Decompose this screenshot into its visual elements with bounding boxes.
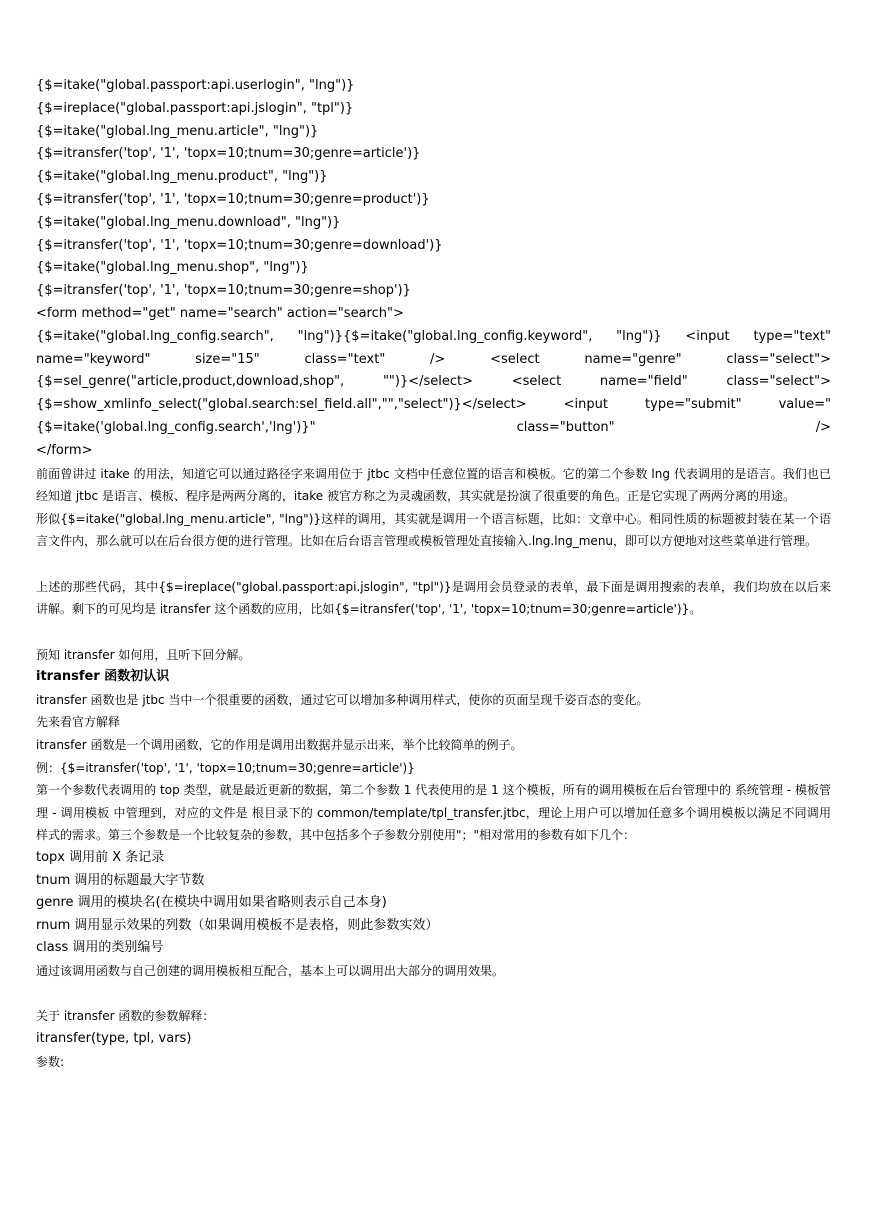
paragraph-example: 例：{$=itransfer('top', '1', 'topx=10;tnum=30;genre=article')} bbox=[36, 760, 415, 775]
paragraph-itransfer-def: itransfer 函数是一个调用函数，它的作用是调用出数据并显示出来，举个比较简单的例子。 bbox=[36, 738, 523, 753]
param-item-class: class 调用的类别编号 bbox=[36, 940, 164, 956]
code-line: {$=itransfer('top', '1', 'topx=10;tnum=30;genre=product')} bbox=[36, 191, 430, 207]
paragraph-params-about: 关于 itransfer 函数的参数解释： bbox=[36, 1009, 215, 1024]
blank-line bbox=[36, 553, 831, 576]
paragraph-itransfer-intro: itransfer 函数也是 jtbc 当中一个很重要的函数，通过它可以增加多种调用样式，使你的页面呈现千姿百态的变化。 bbox=[36, 692, 649, 707]
code-line: {$=itake("global.lng_menu.shop", "lng")} bbox=[36, 260, 309, 276]
code-line: {$=itransfer('top', '1', 'topx=10;tnum=30;genre=shop')} bbox=[36, 283, 411, 299]
param-item-rnum: rnum 调用显示效果的列数（如果调用模板不是表格，则此参数实效） bbox=[36, 917, 439, 933]
form-close-line: </form> bbox=[36, 442, 93, 458]
document-page bbox=[36, 75, 831, 1073]
code-line: {$=itransfer('top', '1', 'topx=10;tnum=30;genre=article')} bbox=[36, 146, 421, 162]
paragraph-official: 先来看官方解释 bbox=[36, 715, 121, 730]
form-code-block: {$=itake("global.lng_config.search", "lng")}{$=itake("global.lng_config.keyword", "lng")} <input type="text" name="keyword" size="15" class="text" /> <select name="genre" class="select">{$=sel_genre("article,product,download,shop", "")}</select> <select name="field" class="select">{$=show_xmlinfo_select("global.search:sel_field.all","","select")}</select> <input type="submit" value="{$=itake('global.lng_config.search','lng')}" class="button" /> bbox=[36, 328, 831, 435]
params-label: 参数: bbox=[36, 1054, 65, 1069]
section-heading: itransfer 函数初认识 bbox=[36, 669, 170, 685]
param-item-tnum: tnum 调用的标题最大字节数 bbox=[36, 872, 205, 888]
code-line: {$=itransfer('top', '1', 'topx=10;tnum=30;genre=download')} bbox=[36, 237, 443, 253]
param-item-topx: topx 调用前 X 条记录 bbox=[36, 850, 165, 866]
code-line: {$=itake("global.lng_menu.product", "lng")} bbox=[36, 169, 328, 185]
blank-line bbox=[36, 983, 831, 1006]
param-item-genre: genre 调用的模块名(在模块中调用如果省略则表示自己本身) bbox=[36, 895, 387, 911]
paragraph-param-explanation: 第一个参数代表调用的 top 类型，就是最近更新的数据，第二个参数 1 代表使用的是 1 这个模板，所有的调用模板在后台管理中的 系统管理 - 模板管理 - 调用模板 中管理到，对应的文件是 根目录下的 common/template/tpl_transfer.jtbc，理论上用户可以增加任意多个调用模板以满足不同调用样式的需求。第三个参数是一个比较复杂的参数，其中包括多个子参数分别使用"；"相对常用的参数有如下几个： bbox=[36, 783, 831, 843]
paragraph-language-title: 形似{$=itake("global.lng_menu.article", "lng")}这样的调用，其实就是调用一个语言标题，比如：文章中心。相同性质的标题被封装在某一个语言文件内，那么就可以在后台很方便的进行管理。比如在后台语言管理或模板管理处直接输入.lng.lng_menu，即可以方便地对这些菜单进行管理。 bbox=[36, 511, 831, 549]
paragraph-code-explanation: 上述的那些代码，其中{$=ireplace("global.passport:api.jslogin", "tpl")}是调用会员登录的表单，最下面是调用搜索的表单，我们均放在以后来讲解。剩下的可见均是 itransfer 这个函数的应用，比如{$=itransfer('top', '1', 'topx=10;tnum=30;genre=article')}。 bbox=[36, 579, 831, 617]
code-line: {$=ireplace("global.passport:api.jslogin", "tpl")} bbox=[36, 100, 354, 116]
code-line: {$=itake("global.lng_menu.download", "lng")} bbox=[36, 214, 341, 230]
code-line: <form method="get" name="search" action="search"> bbox=[36, 305, 404, 321]
paragraph-preview: 预知 itransfer 如何用，且听下回分解。 bbox=[36, 647, 251, 662]
paragraph-summary: 通过该调用函数与自己创建的调用模板相互配合，基本上可以调用出大部分的调用效果。 bbox=[36, 964, 505, 979]
blank-line bbox=[36, 621, 831, 644]
code-line: {$=itake("global.passport:api.userlogin", "lng")} bbox=[36, 78, 355, 93]
function-signature: itransfer(type, tpl, vars) bbox=[36, 1031, 192, 1046]
code-line: {$=itake("global.lng_menu.article", "lng")} bbox=[36, 123, 319, 139]
paragraph-itake-usage: 前面曾讲过 itake 的用法，知道它可以通过路径字来调用位于 jtbc 文档中任意位置的语言和模板。它的第二个参数 lng 代表调用的是语言。我们也已经知道 jtbc 是语言、模板、程序是两两分离的，itake 被官方称之为灵魂函数，其实就是扮演了很重要的角色。正是它实现了两两分离的用途。 bbox=[36, 466, 831, 504]
